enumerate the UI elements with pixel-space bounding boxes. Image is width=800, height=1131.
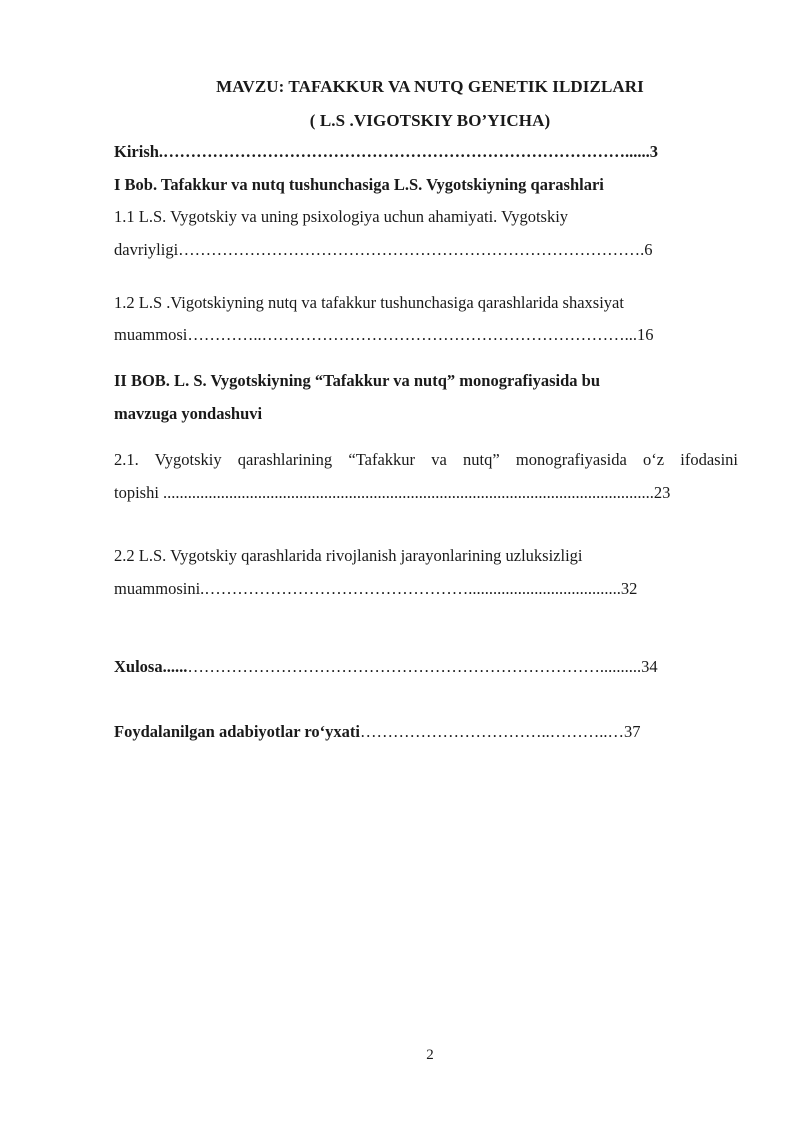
toc-entry-xulosa [114,656,738,678]
toc-section-2-1-line2: topishi .......................................................................................................................23 [114,483,671,502]
toc-section-1-2-line1: 1.2 L.S .Vigotskiyning nutq va tafakkur tushunchasiga qarashlarida shaxsiyat [114,293,624,312]
toc-section-2-2-line1: 2.2 L.S. Vygotskiy qarashlarida rivojlanish jarayonlarining uzluksizligi [114,546,583,565]
document-subtitle: ( L.S .VIGOTSKIY BO’YICHA) [309,111,551,130]
page-number: 2 [426,1047,434,1063]
toc-entry-adabiyotlar [114,721,738,743]
toc-adabiyotlar-label: Foydalanilgan adabiyotlar ro‘yxati [114,722,361,741]
document-title: MAVZU: TAFAKKUR VA NUTQ GENETIK ILDIZLARI [216,77,644,96]
toc-section-2-1-line1: 2.1. Vygotskiy qarashlarining “Tafakkur va nutq” monografiyasida o‘z ifodasini [114,450,738,469]
toc-adabiyotlar-leader: ……………………………..………..…37 [360,722,641,741]
toc-chapter-2-heading-line2: mavzuga yondashuvi [114,404,263,423]
toc-section-1-2-line2: muammosi…………..…………………………………………………………...16 [114,325,654,344]
toc-chapter-1-heading: I Bob. Tafakkur va nutq tushunchasiga L.S. Vygotskiyning qarashlari [114,175,604,194]
toc-section-1-1-line1: 1.1 L.S. Vygotskiy va uning psixologiya uchun ahamiyati. Vygotskiy [114,207,569,226]
toc-section-2-2-line2: muammosini.………………………………………….....................................32 [114,579,638,598]
toc-entry-kirish: Kirish.…………………………………………………………………………......3 [114,142,659,161]
toc-xulosa-label: Xulosa...... [114,657,188,676]
toc-xulosa-leader: …………………………………………………………………..........34 [187,657,658,676]
toc-section-1-1-line2: davriyligi………………………………………………………………………….6 [114,240,653,259]
toc-chapter-2-heading-line1: II BOB. L. S. Vygotskiyning “Tafakkur va nutq” monografiyasida bu [114,371,601,390]
